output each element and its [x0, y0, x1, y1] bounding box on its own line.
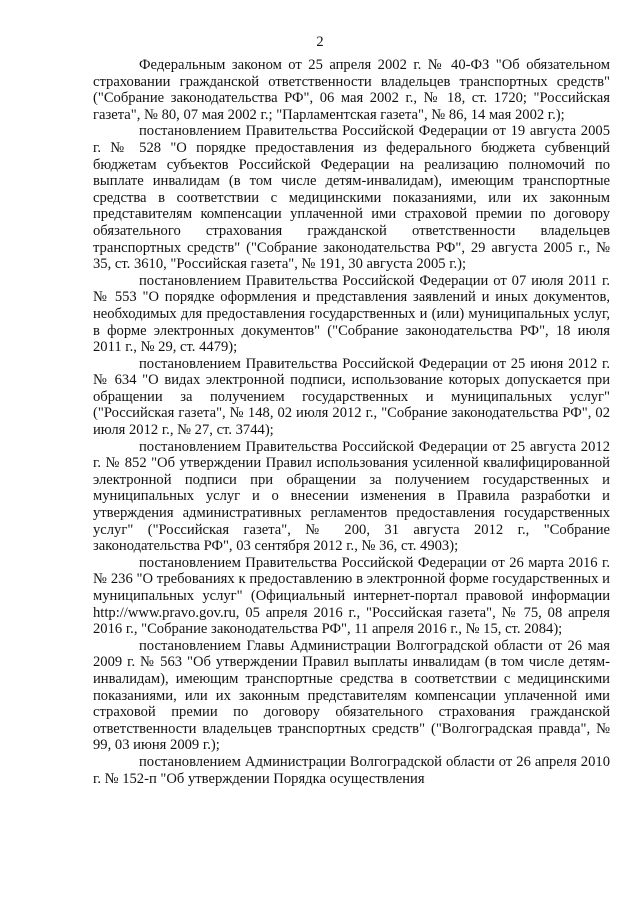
- document-body: [93, 57, 610, 787]
- page-number: 2: [316, 34, 324, 50]
- paragraph-resolution-236: постановлением Правительства Российской Федерации от 26 марта 2016 г. № 236 "О требованиях к предоставлению в электронной форме государственных и муниципальных услуг" (Официальный интернет-портал правовой информации http://www.pravo.gov.ru, 05 апреля 2016 г., "Российская газета", № 75, 08 апреля 2016 г., "Собрание законодательства РФ", 11 апреля 2016 г., № 15, ст. 2084);: [93, 554, 610, 638]
- paragraph-resolution-152p: постановлением Администрации Волгоградской области от 26 апреля 2010 г. № 152-п "Об утверждении Порядка осуществления: [93, 753, 610, 787]
- paragraph-resolution-528: постановлением Правительства Российской Федерации от 19 августа 2005 г. № 528 "О порядке предоставления из федерального бюджета субвенций бюджетам субъектов Российской Федерации на реализацию полномочий по выплате инвалидам (в том числе детям-инвалидам), имеющим транспортные средства в соответствии с медицинскими показаниями, или их законным представителям компенсации уплаченной ими страховой премии по договору обязательного страхования гражданской ответственности владельцев транспортных средств" ("Собрание законодательства РФ", 29 августа 2005 г., № 35, ст. 3610, "Российская газета", № 191, 30 августа 2005 г.);: [93, 123, 610, 273]
- paragraph-resolution-634: постановлением Правительства Российской Федерации от 25 июня 2012 г. № 634 "О видах электронной подписи, использование которых допускается при обращении за получением государственных и муниципальных услуг" ("Российская газета", № 148, 02 июля 2012 г., "Собрание законодательства РФ", 02 июля 2012 г., № 27, ст. 3744);: [93, 355, 610, 439]
- paragraph-federal-law-40fz: Федеральным законом от 25 апреля 2002 г. № 40-ФЗ "Об обязательном страховании гражданской ответственности владельцев транспортных средств" ("Собрание законодательства РФ", 06 мая 2002 г., № 18, ст. 1720; "Российская газета", № 80, 07 мая 2002 г.; "Парламентская газета", № 86, 14 мая 2002 г.);: [93, 57, 610, 123]
- paragraph-resolution-563: постановлением Главы Администрации Волгоградской области от 26 мая 2009 г. № 563 "Об утверждении Правил выплаты инвалидам (в том числе детям-инвалидам), имеющим транспортные средства в соответствии с медицинскими показаниями, или их законным представителям компенсации уплаченной ими страховой премии по договору обязательного страхования гражданской ответственности владельцев транспортных средств" ("Волгоградская правда", № 99, 03 июня 2009 г.);: [93, 637, 610, 754]
- paragraph-resolution-852: постановлением Правительства Российской Федерации от 25 августа 2012 г. № 852 "Об утверждении Правил использования усиленной квалифицированной электронной подписи при обращении за получением государственных и муниципальных услуг и о внесении изменения в Правила разработки и утверждения административных регламентов предоставления государственных услуг" ("Российская газета", № 200, 31 августа 2012 г., "Собрание законодательства РФ", 03 сентября 2012 г., № 36, ст. 4903);: [93, 438, 610, 555]
- paragraph-resolution-553: постановлением Правительства Российской Федерации от 07 июля 2011 г. № 553 "О порядке оформления и представления заявлений и иных документов, необходимых для предоставления государственных и (или) муниципальных услуг, в форме электронных документов" ("Собрание законодательства РФ", 18 июля 2011 г., № 29, ст. 4479);: [93, 272, 610, 356]
